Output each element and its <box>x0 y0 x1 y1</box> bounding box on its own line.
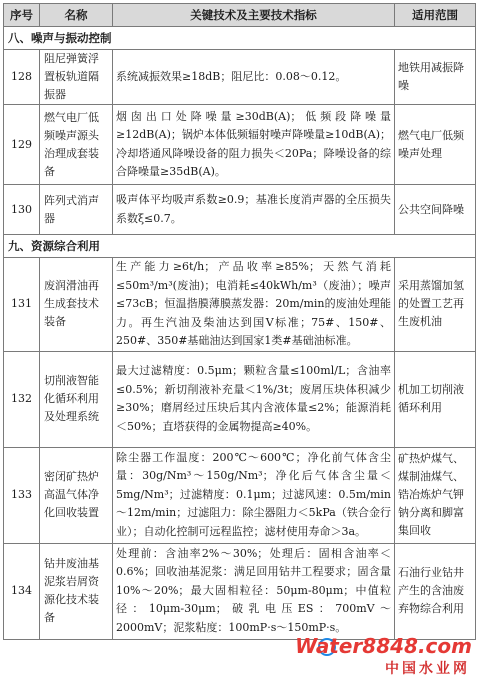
header-name: 名称 <box>40 4 113 27</box>
row-scope: 采用蒸馏加氢的处置工艺再生废机油 <box>395 258 476 352</box>
row-no: 133 <box>4 447 40 543</box>
row-no: 132 <box>4 351 40 447</box>
site-watermark-logo <box>295 634 472 678</box>
table-row <box>4 105 476 185</box>
table-row <box>4 50 476 105</box>
row-no: 129 <box>4 105 40 185</box>
header-no: 序号 <box>4 4 40 27</box>
table-row <box>4 258 476 352</box>
row-scope: 石油行业钻井产生的含油废弃物综合利用 <box>395 543 476 639</box>
row-scope: 地铁用减振降噪 <box>395 50 476 105</box>
section-row <box>4 27 476 50</box>
row-spec: 系统减振效果≥18dB；阻尼比：0.08～0.12。 <box>113 50 395 105</box>
row-name: 废润滑油再生成套技术装备 <box>40 258 113 352</box>
row-spec: 烟囱出口处降噪量≥30dB(A)；低频段降噪量≥12dB(A)；锅炉本体低频辐射噪声降噪量≥10dB(A)；冷却塔通风降噪设备的阻力损失＜20Pa；降噪设备的综合降噪量≥35dB(A)。 <box>113 105 395 185</box>
table-header-row <box>4 4 476 27</box>
row-name: 燃气电厂低频噪声源头治理成套装备 <box>40 105 113 185</box>
row-name: 阵列式消声器 <box>40 185 113 235</box>
header-scope: 适用范围 <box>395 4 476 27</box>
row-spec: 生产能力≥6t/h；产品收率≥85%；天然气消耗≤50m³/m³(废油)；电消耗≤40kWh/m³（废油）；噪声≤73cB；恒温揩膜薄膜蒸发器：20m/min的废油处理能力。再生汽油及柴油达到国Ⅴ标准；75#、150#、250#、350#基础油达到国家1类#基础油标准。 <box>113 258 395 352</box>
table-row <box>4 447 476 543</box>
row-no: 134 <box>4 543 40 639</box>
section-title-resource: 九、资源综合利用 <box>4 235 476 258</box>
table-row <box>4 543 476 639</box>
row-scope: 燃气电厂低频噪声处理 <box>395 105 476 185</box>
row-scope: 公共空间降噪 <box>395 185 476 235</box>
row-spec: 最大过滤精度：0.5μm；颗粒含量≤100ml/L；含油率≤0.5%；新切削液补充量＜1%/3t；废屑压块体积减少≥30%；磨屑经过压块后其内含液体量≤2%；能源消耗＜50%；直塔获得的金属物提高≥40%。 <box>113 351 395 447</box>
table-row <box>4 185 476 235</box>
row-name: 密闭矿热炉高温气体净化回收装置 <box>40 447 113 543</box>
table-row <box>4 351 476 447</box>
row-spec: 吸声体平均吸声系数≥0.9；基准长度消声器的全压损失系数ξ≤0.7。 <box>113 185 395 235</box>
row-no: 130 <box>4 185 40 235</box>
section-row <box>4 235 476 258</box>
row-name: 钻井废油基泥浆岩屑资源化技术装备 <box>40 543 113 639</box>
row-name: 切削液智能化循环利用及处理系统 <box>40 351 113 447</box>
row-no: 131 <box>4 258 40 352</box>
section-title-noise: 八、噪声与振动控制 <box>4 27 476 50</box>
row-spec: 除尘器工作温度：200℃～600℃；净化前气体含尘量：30g/Nm³～150g/Nm³；净化后气体含尘量＜5mg/Nm³；过滤精度：0.1μm；过滤风速：0.5m/min～12m/min；过滤阻力：除尘器阻力＜5kPa（铁合金行业）；自动化控制可远程监控；滤材使用寿命＞3a。 <box>113 447 395 543</box>
row-scope: 机加工切削液循环利用 <box>395 351 476 447</box>
row-spec: 处理前：含油率2%～30%；处理后：固相含油率＜0.6%；回收油基泥浆：满足回用钻井工程要求；固含量10%～20%；最大固相粒径：50μm-80μm；中值粒径：10μm-30μm；破乳电压ES：700mV～2000mV；泥浆粘度：100mP·s～150mP·s。 <box>113 543 395 639</box>
row-name: 阻尼弹簧浮置板轨道隔振器 <box>40 50 113 105</box>
tech-catalog-table <box>3 3 476 640</box>
row-scope: 矿热炉煤气、煤制油煤气、锆冶炼炉气钾钠分离和脚富集回收 <box>395 447 476 543</box>
watermark-domain: Water8848.com <box>295 634 472 658</box>
header-spec: 关键技术及主要技术指标 <box>113 4 395 27</box>
row-no: 128 <box>4 50 40 105</box>
watermark-site-name: 中国水业网 <box>385 661 470 677</box>
